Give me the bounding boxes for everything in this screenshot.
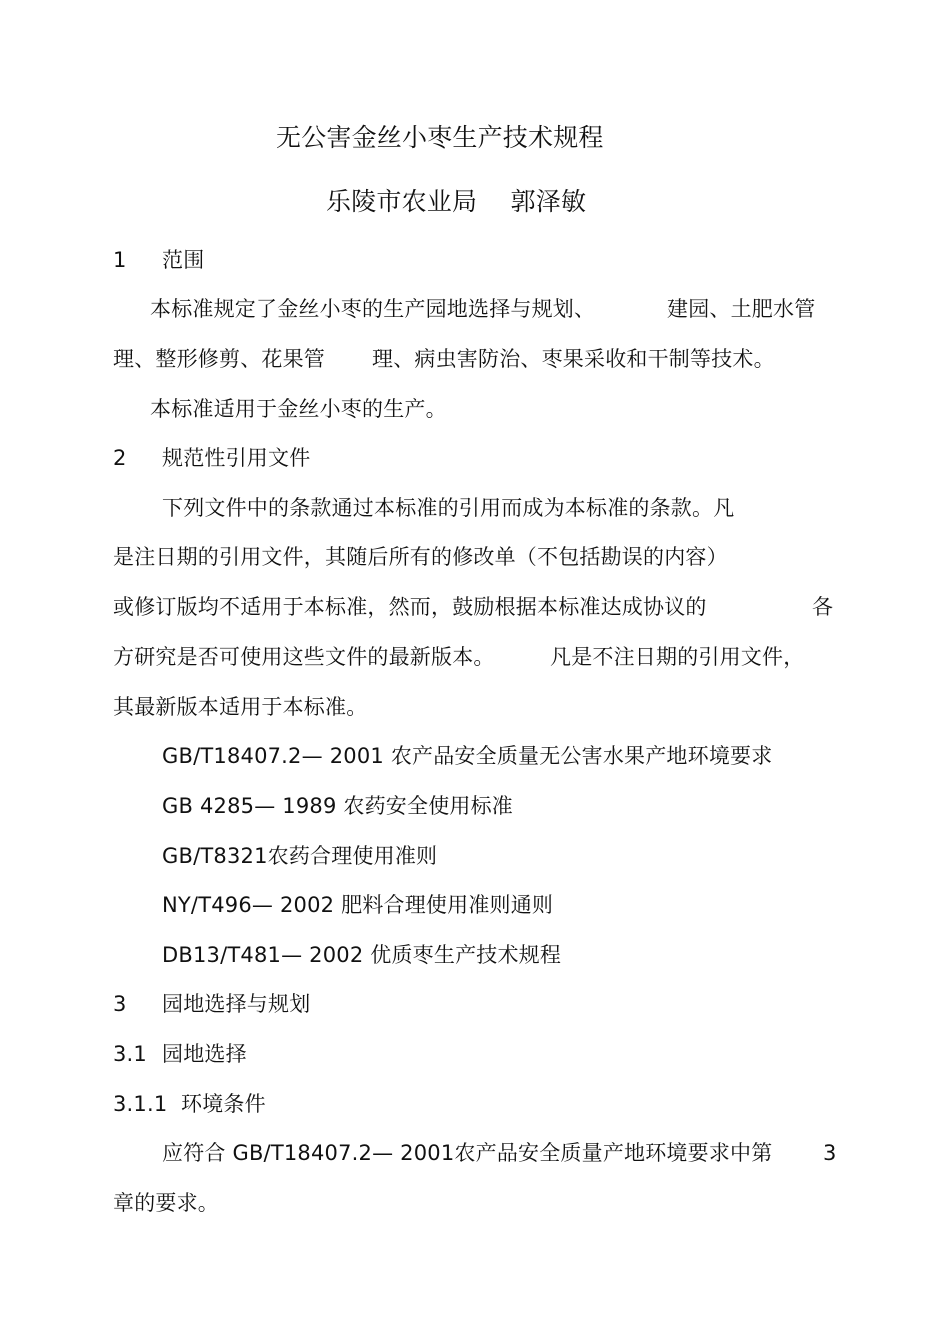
paragraph-3-line-4: 方研究是否可使用这些文件的最新版本。 — [113, 645, 495, 669]
reference-3: GB/T8321农药合理使用准则 — [162, 844, 438, 868]
section-3-1-1-number: 3.1.1 — [113, 1092, 168, 1116]
reference-2: GB 4285— 1989 农药安全使用标准 — [162, 794, 513, 818]
paragraph-1-line-1: 本标准规定了金丝小枣的生产园地选择与规划、 — [150, 297, 596, 321]
paragraph-4-line-1: 应符合 GB/T18407.2— 2001农产品安全质量产地环境要求中第 — [162, 1141, 773, 1165]
section-1-number: 1 — [113, 248, 127, 272]
paragraph-1-line-2: 理、整形修剪、花果管 — [113, 347, 325, 371]
paragraph-1-line-2-end: 理、病虫害防治、枣果采收和干制等技术。 — [372, 347, 775, 371]
paragraph-2: 本标准适用于金丝小枣的生产。 — [150, 397, 447, 421]
reference-5: DB13/T481— 2002 优质枣生产技术规程 — [162, 943, 562, 967]
section-3-1-heading: 园地选择 — [162, 1042, 247, 1066]
author-line: 乐陵市农业局 郭泽敏 — [326, 187, 587, 216]
reference-4: NY/T496— 2002 肥料合理使用准则通则 — [162, 893, 554, 917]
section-3-1-number: 3.1 — [113, 1042, 147, 1066]
section-3-number: 3 — [113, 992, 127, 1016]
paragraph-1-line-1-end: 建园、土肥水管 — [667, 297, 816, 321]
section-2-number: 2 — [113, 446, 127, 470]
paragraph-3-line-5: 其最新版本适用于本标准。 — [113, 695, 368, 719]
paragraph-3-line-4-end: 凡是不注日期的引用文件， — [550, 645, 805, 669]
paragraph-3-line-1: 下列文件中的条款通过本标准的引用而成为本标准的条款。凡 — [162, 496, 735, 520]
paragraph-4-line-1-end: 3 — [823, 1141, 837, 1165]
section-2-heading: 规范性引用文件 — [162, 446, 311, 470]
reference-1: GB/T18407.2— 2001 农产品安全质量无公害水果产地环境要求 — [162, 744, 773, 768]
section-3-1-1-heading: 环境条件 — [181, 1092, 266, 1116]
paragraph-3-line-2: 是注日期的引用文件，其随后所有的修改单（不包括勘误的内容） — [113, 545, 728, 569]
paragraph-4-line-2: 章的要求。 — [113, 1191, 219, 1215]
section-3-heading: 园地选择与规划 — [162, 992, 311, 1016]
paragraph-3-line-3: 或修订版均不适用于本标准，然而，鼓励根据本标准达成协议的 — [113, 595, 707, 619]
section-1-heading: 范围 — [162, 248, 205, 272]
document-title: 无公害金丝小枣生产技术规程 — [276, 123, 604, 152]
paragraph-3-line-3-end: 各 — [812, 595, 834, 619]
